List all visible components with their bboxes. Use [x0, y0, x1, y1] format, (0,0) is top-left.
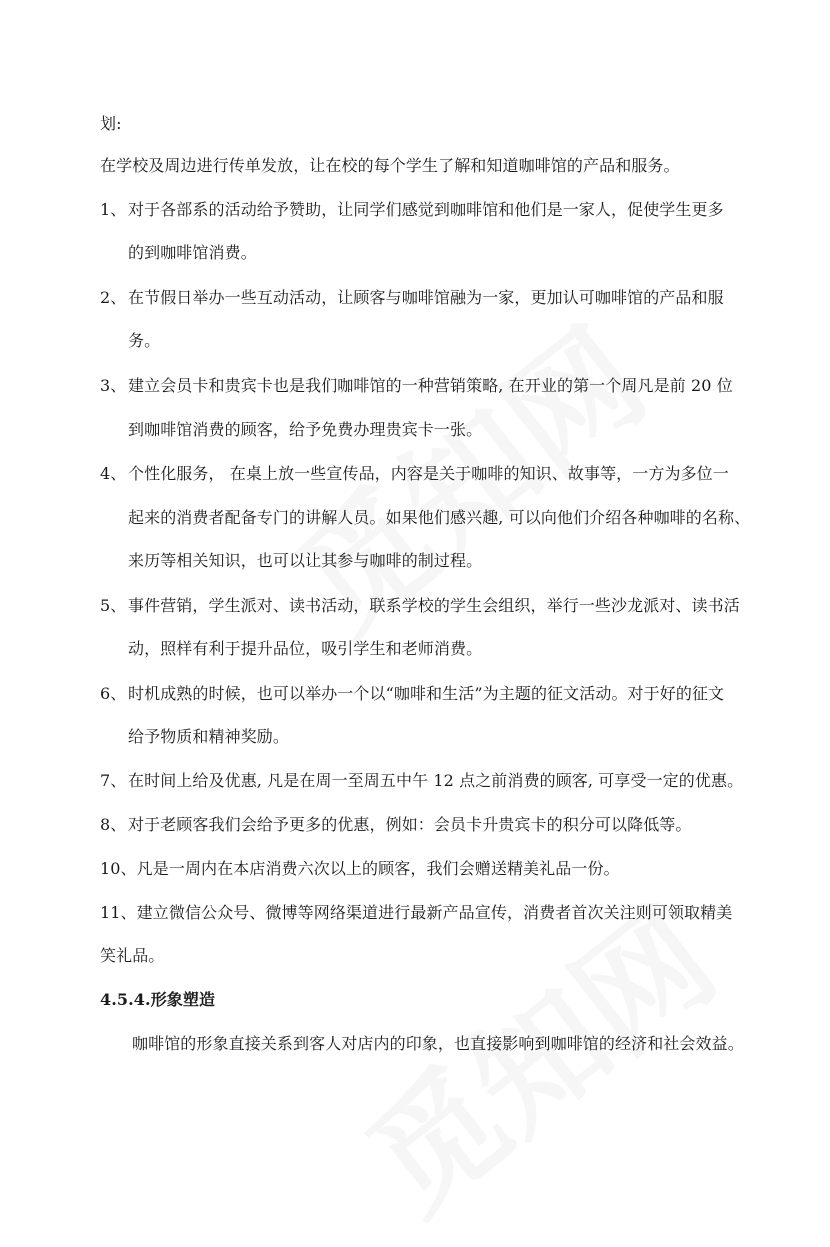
list-item-5: [100, 596, 740, 616]
list-item-11: 11、建立微信公众号、微博等网络渠道进行最新产品宣传，消费者首次关注则可领取精美: [100, 903, 733, 922]
list-number: 5、: [100, 596, 127, 615]
list-item-4: [100, 464, 729, 484]
text-line-leaflet: 在学校及周边进行传单发放，让在校的每个学生了解和知道咖啡馆的产品和服务。: [100, 156, 680, 175]
list-item-2: [100, 288, 724, 308]
list-text: 个性化服务， 在桌上放一些宣传品，内容是关于咖啡的知识、故事等，一方为多位一: [128, 464, 729, 483]
list-number: 8、: [100, 815, 127, 834]
list-item-11-cont: 笑礼品。: [100, 946, 165, 965]
body-paragraph: 咖啡馆的形象直接关系到客人对店内的印象，也直接影响到咖啡馆的经济和社会效益。: [132, 1034, 744, 1053]
list-item-10: 10、凡是一周内在本店消费六次以上的顾客，我们会赠送精美礼品一份。: [100, 859, 620, 878]
list-item-8: [100, 815, 692, 835]
list-text: 对于各部系的活动给予赞助，让同学们感觉到咖啡馆和他们是一家人，促使学生更多: [128, 200, 724, 219]
list-item-4-cont-2: 来历等相关知识，也可以让其参与咖啡的制过程。: [128, 551, 483, 570]
list-item-6-cont: 给予物质和精神奖励。: [128, 727, 290, 746]
list-item-3: [100, 376, 733, 396]
list-number: 7、: [100, 771, 127, 790]
list-text: 在时间上给及优惠, 凡是在周一至周五中午 12 点之前消费的顾客, 可享受一定的优惠。: [128, 771, 744, 790]
list-item-1: [100, 200, 724, 220]
list-number: 1、: [100, 200, 127, 219]
list-text: 在节假日举办一些互动活动，让顾客与咖啡馆融为一家，更加认可咖啡馆的产品和服: [128, 288, 724, 307]
list-item-6: [100, 684, 724, 704]
list-text: 事件营销，学生派对、读书活动，联系学校的学生会组织，举行一些沙龙派对、读书活: [128, 596, 740, 615]
list-item-2-cont: 务。: [128, 331, 161, 350]
list-item-3-cont: 到咖啡馆消费的顾客，给予免费办理贵宾卡一张。: [128, 420, 483, 439]
list-item-5-cont: 动，照样有利于提升品位，吸引学生和老师消费。: [128, 639, 483, 658]
list-item-1-cont: 的到咖啡馆消费。: [128, 243, 257, 262]
list-number: 2、: [100, 288, 127, 307]
list-item-7: [100, 771, 743, 791]
list-number: 6、: [100, 684, 127, 703]
list-text: 对于老顾客我们会给予更多的优惠，例如：会员卡升贵宾卡的积分可以降低等。: [128, 815, 692, 834]
list-item-4-cont-1: 起来的消费者配备专门的讲解人员。如果他们感兴趣, 可以向他们介绍各种咖啡的名称、: [128, 508, 751, 527]
section-heading: 4.5.4.形象塑造: [100, 990, 216, 1009]
text-line-plan: 划:: [100, 114, 122, 133]
list-number: 4、: [100, 464, 127, 483]
list-text: 建立会员卡和贵宾卡也是我们咖啡馆的一种营销策略, 在开业的第一个周凡是前 20 位: [128, 376, 733, 395]
list-text: 时机成熟的时候，也可以举办一个以“咖啡和生活”为主题的征文活动。对于好的征文: [128, 684, 725, 703]
list-number: 3、: [100, 376, 127, 395]
